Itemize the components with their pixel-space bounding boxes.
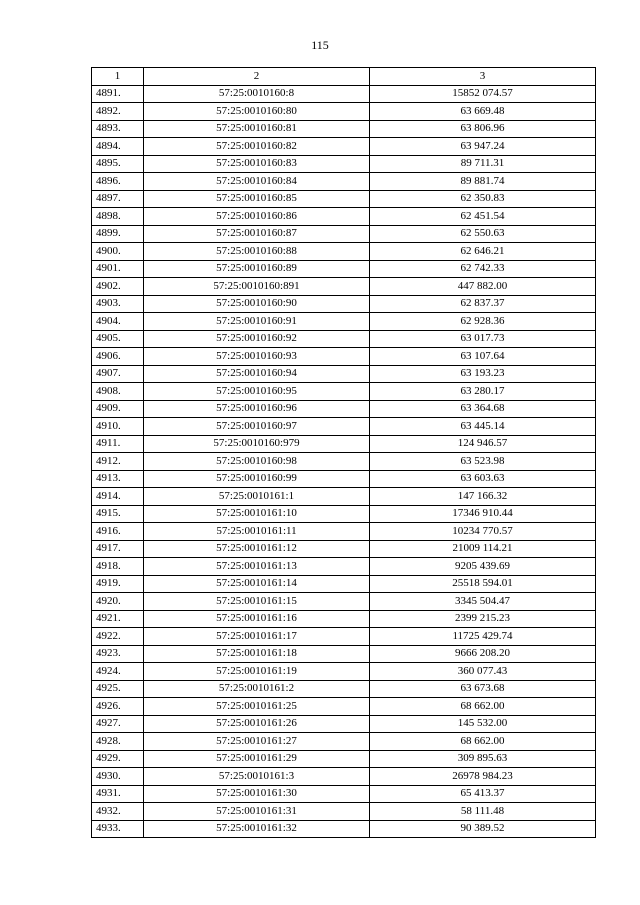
row-number-cell: 4918. xyxy=(92,558,144,576)
row-number-cell: 4891. xyxy=(92,85,144,103)
cadastral-value-cell: 26978 984.23 xyxy=(370,768,596,786)
cadastral-number-cell: 57:25:0010161:31 xyxy=(144,803,370,821)
cadastral-number-cell: 57:25:0010161:19 xyxy=(144,663,370,681)
cadastral-value-cell: 63 523.98 xyxy=(370,453,596,471)
cadastral-number-cell: 57:25:0010161:10 xyxy=(144,505,370,523)
row-number-cell: 4908. xyxy=(92,383,144,401)
cadastral-value-cell: 63 947.24 xyxy=(370,138,596,156)
cadastral-value-cell: 65 413.37 xyxy=(370,785,596,803)
row-number-cell: 4901. xyxy=(92,260,144,278)
cadastral-value-cell: 62 837.37 xyxy=(370,295,596,313)
cadastral-number-cell: 57:25:0010161:14 xyxy=(144,575,370,593)
row-number-cell: 4907. xyxy=(92,365,144,383)
cadastral-number-cell: 57:25:0010160:94 xyxy=(144,365,370,383)
table-row xyxy=(92,715,596,733)
table-row xyxy=(92,803,596,821)
table-row xyxy=(92,243,596,261)
row-number-cell: 4931. xyxy=(92,785,144,803)
cadastral-number-cell: 57:25:0010160:99 xyxy=(144,470,370,488)
cadastral-value-cell: 3345 504.47 xyxy=(370,593,596,611)
table-row xyxy=(92,663,596,681)
table-row xyxy=(92,523,596,541)
table-row xyxy=(92,330,596,348)
cadastral-number-cell: 57:25:0010160:83 xyxy=(144,155,370,173)
table-row xyxy=(92,383,596,401)
row-number-cell: 4915. xyxy=(92,505,144,523)
cadastral-value-cell: 63 107.64 xyxy=(370,348,596,366)
cadastral-value-cell: 63 806.96 xyxy=(370,120,596,138)
column-header-value: 3 xyxy=(370,68,596,86)
row-number-cell: 4923. xyxy=(92,645,144,663)
table-row xyxy=(92,400,596,418)
row-number-cell: 4900. xyxy=(92,243,144,261)
table-row xyxy=(92,785,596,803)
row-number-cell: 4924. xyxy=(92,663,144,681)
row-number-cell: 4914. xyxy=(92,488,144,506)
table-row xyxy=(92,558,596,576)
cadastral-number-cell: 57:25:0010161:25 xyxy=(144,698,370,716)
cadastral-number-cell: 57:25:0010161:2 xyxy=(144,680,370,698)
cadastral-number-cell: 57:25:0010161:16 xyxy=(144,610,370,628)
table-row xyxy=(92,698,596,716)
cadastral-value-cell: 62 742.33 xyxy=(370,260,596,278)
cadastral-value-cell: 68 662.00 xyxy=(370,698,596,716)
cadastral-value-cell: 9205 439.69 xyxy=(370,558,596,576)
cadastral-number-cell: 57:25:0010160:97 xyxy=(144,418,370,436)
cadastral-value-table xyxy=(91,67,596,838)
cadastral-number-cell: 57:25:0010161:26 xyxy=(144,715,370,733)
row-number-cell: 4903. xyxy=(92,295,144,313)
table-row xyxy=(92,138,596,156)
row-number-cell: 4917. xyxy=(92,540,144,558)
table-row xyxy=(92,103,596,121)
row-number-cell: 4905. xyxy=(92,330,144,348)
page-number: 115 xyxy=(311,38,329,52)
cadastral-number-cell: 57:25:0010160:93 xyxy=(144,348,370,366)
cadastral-number-cell: 57:25:0010161:13 xyxy=(144,558,370,576)
row-number-cell: 4930. xyxy=(92,768,144,786)
cadastral-number-cell: 57:25:0010160:891 xyxy=(144,278,370,296)
row-number-cell: 4933. xyxy=(92,820,144,838)
column-header-cadastral-number: 2 xyxy=(144,68,370,86)
table-row xyxy=(92,453,596,471)
cadastral-number-cell: 57:25:0010160:81 xyxy=(144,120,370,138)
table-row xyxy=(92,768,596,786)
cadastral-value-cell: 63 280.17 xyxy=(370,383,596,401)
table-row xyxy=(92,680,596,698)
cadastral-number-cell: 57:25:0010160:87 xyxy=(144,225,370,243)
row-number-cell: 4928. xyxy=(92,733,144,751)
cadastral-number-cell: 57:25:0010160:8 xyxy=(144,85,370,103)
cadastral-number-cell: 57:25:0010161:32 xyxy=(144,820,370,838)
cadastral-number-cell: 57:25:0010160:80 xyxy=(144,103,370,121)
row-number-cell: 4904. xyxy=(92,313,144,331)
row-number-cell: 4906. xyxy=(92,348,144,366)
cadastral-value-cell: 62 451.54 xyxy=(370,208,596,226)
cadastral-number-cell: 57:25:0010160:979 xyxy=(144,435,370,453)
table-header-row xyxy=(92,68,596,86)
table-row xyxy=(92,260,596,278)
cadastral-value-cell: 145 532.00 xyxy=(370,715,596,733)
cadastral-number-cell: 57:25:0010160:91 xyxy=(144,313,370,331)
cadastral-value-cell: 63 603.63 xyxy=(370,470,596,488)
cadastral-value-cell: 147 166.32 xyxy=(370,488,596,506)
cadastral-value-cell: 2399 215.23 xyxy=(370,610,596,628)
cadastral-number-cell: 57:25:0010160:98 xyxy=(144,453,370,471)
table-row xyxy=(92,348,596,366)
row-number-cell: 4927. xyxy=(92,715,144,733)
row-number-cell: 4916. xyxy=(92,523,144,541)
row-number-cell: 4902. xyxy=(92,278,144,296)
cadastral-value-cell: 15852 074.57 xyxy=(370,85,596,103)
table-row xyxy=(92,190,596,208)
cadastral-value-cell: 63 673.68 xyxy=(370,680,596,698)
cadastral-value-cell: 89 881.74 xyxy=(370,173,596,191)
cadastral-number-cell: 57:25:0010161:11 xyxy=(144,523,370,541)
cadastral-value-cell: 90 389.52 xyxy=(370,820,596,838)
table-row xyxy=(92,225,596,243)
table-row xyxy=(92,750,596,768)
cadastral-value-cell: 63 669.48 xyxy=(370,103,596,121)
cadastral-value-cell: 25518 594.01 xyxy=(370,575,596,593)
cadastral-number-cell: 57:25:0010161:30 xyxy=(144,785,370,803)
row-number-cell: 4913. xyxy=(92,470,144,488)
cadastral-value-cell: 68 662.00 xyxy=(370,733,596,751)
cadastral-value-cell: 360 077.43 xyxy=(370,663,596,681)
column-header-number: 1 xyxy=(92,68,144,86)
cadastral-number-cell: 57:25:0010161:1 xyxy=(144,488,370,506)
cadastral-value-cell: 62 928.36 xyxy=(370,313,596,331)
cadastral-value-cell: 447 882.00 xyxy=(370,278,596,296)
cadastral-value-cell: 21009 114.21 xyxy=(370,540,596,558)
cadastral-value-cell: 11725 429.74 xyxy=(370,628,596,646)
cadastral-value-cell: 17346 910.44 xyxy=(370,505,596,523)
cadastral-number-cell: 57:25:0010161:27 xyxy=(144,733,370,751)
row-number-cell: 4922. xyxy=(92,628,144,646)
row-number-cell: 4926. xyxy=(92,698,144,716)
cadastral-value-cell: 309 895.63 xyxy=(370,750,596,768)
cadastral-value-cell: 9666 208.20 xyxy=(370,645,596,663)
cadastral-number-cell: 57:25:0010160:86 xyxy=(144,208,370,226)
table-row xyxy=(92,628,596,646)
row-number-cell: 4912. xyxy=(92,453,144,471)
row-number-cell: 4920. xyxy=(92,593,144,611)
row-number-cell: 4921. xyxy=(92,610,144,628)
table-row xyxy=(92,540,596,558)
cadastral-number-cell: 57:25:0010161:15 xyxy=(144,593,370,611)
cadastral-number-cell: 57:25:0010161:17 xyxy=(144,628,370,646)
table-row xyxy=(92,173,596,191)
cadastral-number-cell: 57:25:0010160:96 xyxy=(144,400,370,418)
row-number-cell: 4929. xyxy=(92,750,144,768)
table-row xyxy=(92,488,596,506)
table-row xyxy=(92,593,596,611)
table-row xyxy=(92,120,596,138)
table-body xyxy=(92,85,596,838)
cadastral-value-cell: 63 445.14 xyxy=(370,418,596,436)
row-number-cell: 4925. xyxy=(92,680,144,698)
row-number-cell: 4898. xyxy=(92,208,144,226)
row-number-cell: 4909. xyxy=(92,400,144,418)
row-number-cell: 4893. xyxy=(92,120,144,138)
cadastral-value-cell: 62 350.83 xyxy=(370,190,596,208)
cadastral-value-cell: 62 646.21 xyxy=(370,243,596,261)
table-row xyxy=(92,505,596,523)
row-number-cell: 4892. xyxy=(92,103,144,121)
table-row xyxy=(92,155,596,173)
cadastral-number-cell: 57:25:0010160:88 xyxy=(144,243,370,261)
cadastral-number-cell: 57:25:0010161:12 xyxy=(144,540,370,558)
cadastral-number-cell: 57:25:0010160:95 xyxy=(144,383,370,401)
cadastral-number-cell: 57:25:0010161:29 xyxy=(144,750,370,768)
table-row xyxy=(92,418,596,436)
cadastral-value-cell: 62 550.63 xyxy=(370,225,596,243)
table-row xyxy=(92,278,596,296)
row-number-cell: 4932. xyxy=(92,803,144,821)
cadastral-value-cell: 63 193.23 xyxy=(370,365,596,383)
table-row xyxy=(92,575,596,593)
cadastral-value-cell: 63 017.73 xyxy=(370,330,596,348)
cadastral-value-cell: 10234 770.57 xyxy=(370,523,596,541)
row-number-cell: 4899. xyxy=(92,225,144,243)
table-row xyxy=(92,820,596,838)
cadastral-number-cell: 57:25:0010160:84 xyxy=(144,173,370,191)
table-row xyxy=(92,733,596,751)
row-number-cell: 4895. xyxy=(92,155,144,173)
table-row xyxy=(92,435,596,453)
cadastral-number-cell: 57:25:0010160:85 xyxy=(144,190,370,208)
table-row xyxy=(92,313,596,331)
cadastral-number-cell: 57:25:0010160:82 xyxy=(144,138,370,156)
cadastral-number-cell: 57:25:0010160:90 xyxy=(144,295,370,313)
table-row xyxy=(92,470,596,488)
row-number-cell: 4896. xyxy=(92,173,144,191)
row-number-cell: 4911. xyxy=(92,435,144,453)
table-row xyxy=(92,208,596,226)
cadastral-number-cell: 57:25:0010161:3 xyxy=(144,768,370,786)
cadastral-number-cell: 57:25:0010161:18 xyxy=(144,645,370,663)
row-number-cell: 4910. xyxy=(92,418,144,436)
cadastral-value-cell: 63 364.68 xyxy=(370,400,596,418)
table-row xyxy=(92,365,596,383)
cadastral-value-cell: 58 111.48 xyxy=(370,803,596,821)
cadastral-number-cell: 57:25:0010160:89 xyxy=(144,260,370,278)
table-row xyxy=(92,645,596,663)
row-number-cell: 4894. xyxy=(92,138,144,156)
cadastral-value-cell: 124 946.57 xyxy=(370,435,596,453)
table-row xyxy=(92,610,596,628)
table-row xyxy=(92,295,596,313)
row-number-cell: 4919. xyxy=(92,575,144,593)
row-number-cell: 4897. xyxy=(92,190,144,208)
cadastral-value-cell: 89 711.31 xyxy=(370,155,596,173)
cadastral-number-cell: 57:25:0010160:92 xyxy=(144,330,370,348)
table-row xyxy=(92,85,596,103)
